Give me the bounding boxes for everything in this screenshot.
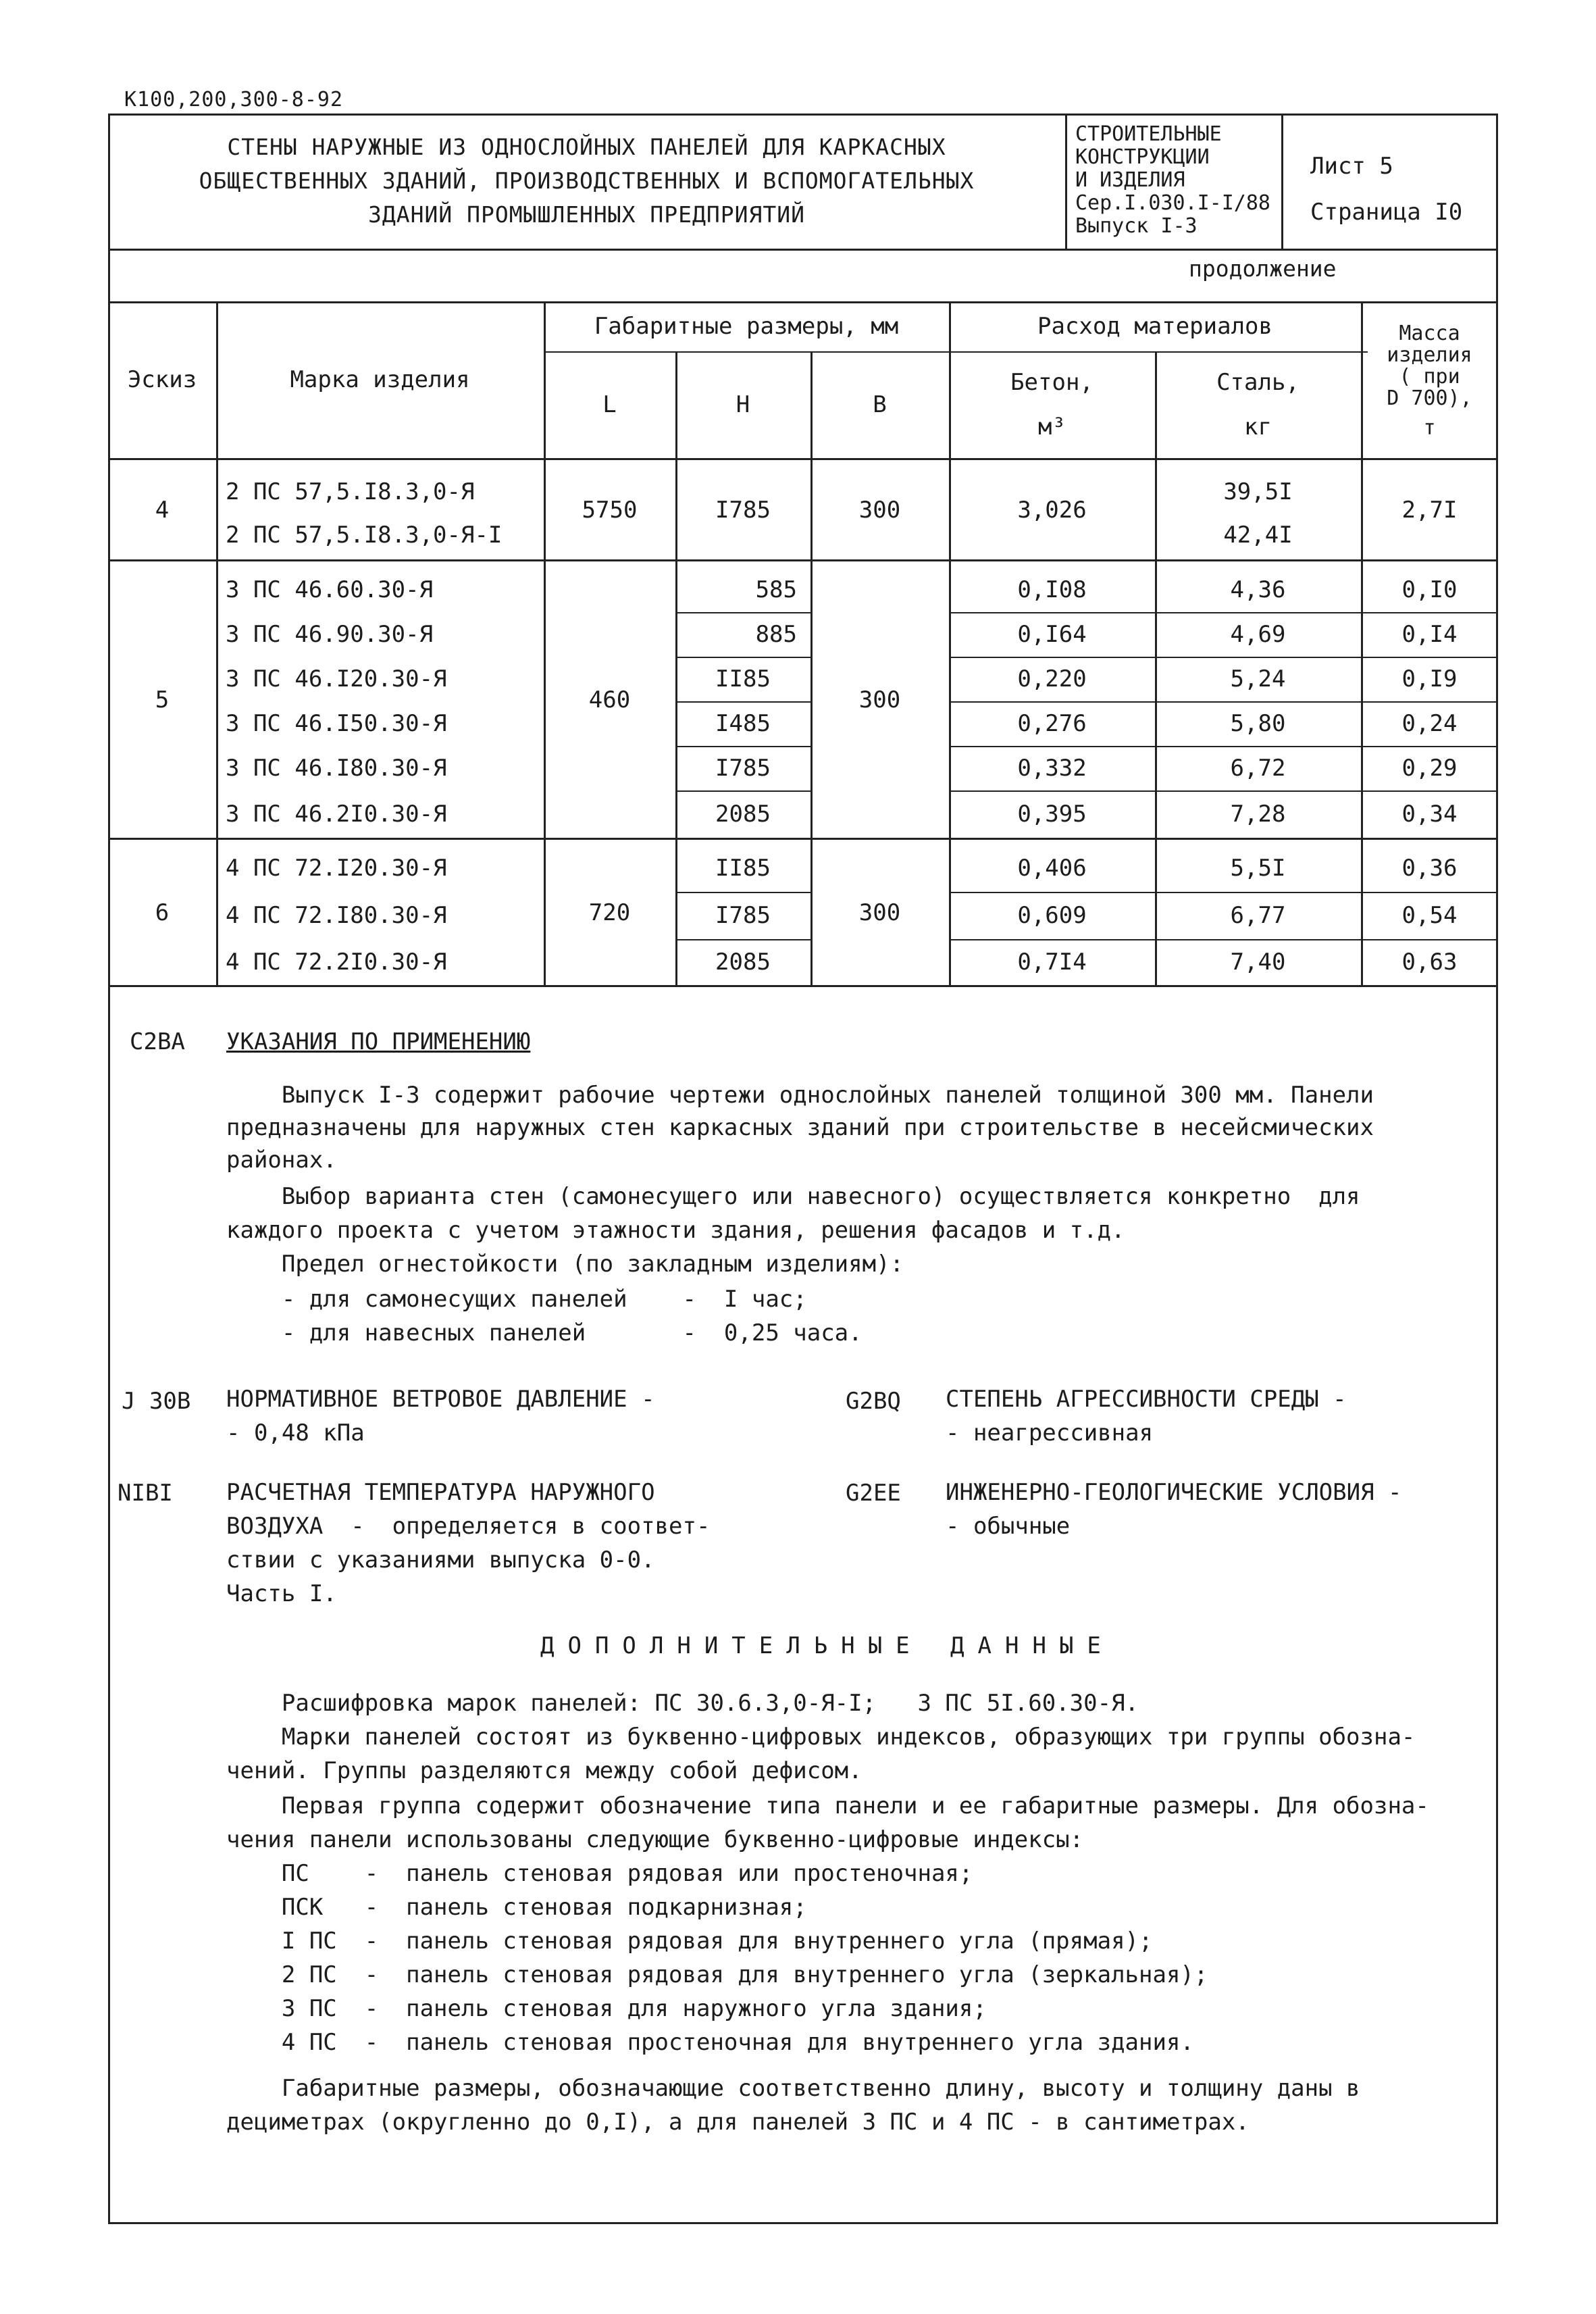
steel-mass: 42,4I bbox=[1223, 522, 1293, 549]
header-concrete bbox=[949, 351, 1155, 458]
product-mark: 2 ПС 57,5.I8.3,0-Я bbox=[226, 478, 475, 505]
sheet-block bbox=[1283, 114, 1498, 249]
continuation-label: продолжение bbox=[1189, 255, 1337, 282]
group-divider bbox=[108, 838, 1498, 840]
header-H: H bbox=[736, 391, 750, 418]
section-code: G2BQ bbox=[846, 1388, 901, 1415]
extra-line: чений. Группы разделяются между собой дефисом. bbox=[226, 1757, 863, 1784]
steel-mass: 4,69 bbox=[1230, 621, 1286, 648]
product-mass: 0,24 bbox=[1401, 710, 1458, 737]
product-mass: 0,I9 bbox=[1401, 665, 1458, 693]
title-line: ОБЩЕСТВЕННЫХ ЗДАНИЙ, ПРОИЗВОДСТВЕННЫХ И ВСПОМОГАТЕЛЬНЫХ bbox=[199, 168, 975, 194]
dim-H: 585 bbox=[755, 576, 797, 603]
extra-line: ПСК - панель стеновая подкарнизная; bbox=[226, 1894, 807, 1921]
dim-H: 2085 bbox=[715, 949, 771, 976]
concrete-volume: 0,395 bbox=[1017, 801, 1087, 828]
product-mass: 0,63 bbox=[1401, 949, 1458, 976]
header-concrete-label: Бетон, bbox=[1010, 369, 1093, 396]
extra-line: Марки панелей состоят из буквенно-цифровых индексов, образующих три группы обозна- bbox=[226, 1724, 1416, 1751]
header-L: L bbox=[602, 391, 617, 418]
geology-line: ИНЖЕНЕРНО-ГЕОЛОГИЧЕСКИЕ УСЛОВИЯ - bbox=[946, 1479, 1402, 1506]
wind-pressure-line: НОРМАТИВНОЕ ВЕТРОВОЕ ДАВЛЕНИЕ - bbox=[226, 1386, 655, 1413]
concrete-volume: 0,220 bbox=[1017, 665, 1087, 693]
header-B: B bbox=[873, 391, 887, 418]
sketch-number: 4 bbox=[155, 496, 170, 524]
product-mass: 0,36 bbox=[1401, 855, 1458, 882]
header-mass-line: т bbox=[1423, 416, 1436, 440]
usage-line: каждого проекта с учетом этажности здания, решения фасадов и т.д. bbox=[226, 1217, 1125, 1244]
steel-mass: 5,24 bbox=[1230, 665, 1286, 693]
series-line: СТРОИТЕЛЬНЫЕ bbox=[1075, 122, 1222, 146]
table-bottom-border bbox=[108, 985, 1498, 987]
header-mass bbox=[1361, 304, 1498, 458]
steel-mass: 6,72 bbox=[1230, 755, 1286, 782]
section-heading: ДОПОЛНИТЕЛЬНЫЕ ДАННЫЕ bbox=[540, 1632, 1114, 1659]
dim-H: I785 bbox=[715, 902, 771, 929]
concrete-volume: 0,609 bbox=[1017, 902, 1087, 929]
product-mark: 4 ПС 72.2I0.30-Я bbox=[226, 949, 447, 976]
usage-line: Предел огнестойкости (по закладным изделиям): bbox=[226, 1251, 904, 1278]
dim-H: II85 bbox=[715, 665, 771, 693]
usage-line: - для навесных панелей - 0,25 часа. bbox=[226, 1319, 863, 1347]
usage-line: районах. bbox=[226, 1147, 337, 1174]
dim-H: I485 bbox=[715, 710, 771, 737]
product-mass: 0,I0 bbox=[1401, 576, 1458, 603]
product-mass: 0,34 bbox=[1401, 801, 1458, 828]
concrete-volume: 0,332 bbox=[1017, 755, 1087, 782]
series-line: КОНСТРУКЦИИ bbox=[1075, 145, 1210, 169]
usage-line: Выбор варианта стен (самонесущего или навесного) осуществляется конкретно для bbox=[226, 1183, 1360, 1210]
dim-L: 460 bbox=[588, 686, 631, 713]
dim-B: 300 bbox=[858, 899, 901, 926]
header-mass-line: ( при bbox=[1399, 365, 1460, 388]
extra-line: I ПС - панель стеновая рядовая для внутреннего угла (прямая); bbox=[226, 1928, 1153, 1955]
title-line: СТЕНЫ НАРУЖНЫЕ ИЗ ОДНОСЛОЙНЫХ ПАНЕЛЕЙ ДЛЯ КАРКАСНЫХ bbox=[227, 134, 946, 160]
header-mass-line: D 700), bbox=[1387, 386, 1472, 410]
concrete-volume: 0,I64 bbox=[1017, 621, 1087, 648]
product-mark: 3 ПС 46.I50.30-Я bbox=[226, 710, 447, 737]
extra-line: ПС - панель стеновая рядовая или простеночная; bbox=[226, 1860, 973, 1887]
steel-mass: 5,80 bbox=[1230, 710, 1286, 737]
temperature-line: Часть I. bbox=[226, 1580, 337, 1607]
product-mark: 3 ПС 46.I80.30-Я bbox=[226, 755, 447, 782]
steel-mass: 5,5I bbox=[1230, 855, 1286, 882]
header-steel bbox=[1155, 351, 1361, 458]
header-sketch: Эскиз bbox=[127, 366, 197, 393]
temperature-line: ствии с указаниями выпуска 0-0. bbox=[226, 1546, 655, 1574]
header-mark: Марка изделия bbox=[290, 366, 470, 393]
product-mass: 0,54 bbox=[1401, 902, 1458, 929]
sketch-number: 6 bbox=[155, 899, 170, 926]
usage-line: предназначены для наружных стен каркасных зданий при строительстве в несейсмических bbox=[226, 1114, 1374, 1141]
header-mass-line: изделия bbox=[1387, 343, 1472, 367]
product-mark: 4 ПС 72.I80.30-Я bbox=[226, 902, 447, 929]
steel-mass: 6,77 bbox=[1230, 902, 1286, 929]
usage-line: Выпуск I-3 содержит рабочие чертежи однослойных панелей толщиной 300 мм. Панели bbox=[226, 1082, 1374, 1109]
concrete-volume: 0,7I4 bbox=[1017, 949, 1087, 976]
product-mark: 3 ПС 46.90.30-Я bbox=[226, 621, 434, 648]
dim-B: 300 bbox=[858, 496, 901, 524]
series-line: Выпуск I-3 bbox=[1075, 214, 1198, 238]
page-number: Страница I0 bbox=[1310, 199, 1463, 226]
steel-mass: 7,40 bbox=[1230, 949, 1286, 976]
product-mark: 4 ПС 72.I20.30-Я bbox=[226, 855, 447, 882]
section-code: C2BA bbox=[130, 1028, 185, 1055]
concrete-volume: 0,276 bbox=[1017, 710, 1087, 737]
divider bbox=[108, 249, 1498, 251]
extra-line: Габаритные размеры, обозначающие соответственно длину, высоту и толщину даны в bbox=[226, 2075, 1360, 2102]
dim-H: 885 bbox=[755, 621, 797, 648]
usage-line: - для самонесущих панелей - I час; bbox=[226, 1286, 807, 1313]
header-dimensions: Габаритные размеры, мм bbox=[594, 313, 899, 340]
product-mark: 3 ПС 46.2I0.30-Я bbox=[226, 801, 447, 828]
temperature-line: ВОЗДУХА - определяется в соответ- bbox=[226, 1513, 711, 1540]
wind-pressure-line: - 0,48 кПа bbox=[226, 1419, 365, 1447]
dim-L: 5750 bbox=[582, 496, 638, 524]
product-mass: 0,29 bbox=[1401, 755, 1458, 782]
concrete-volume: 0,406 bbox=[1017, 855, 1087, 882]
product-mark: 3 ПС 46.I20.30-Я bbox=[226, 665, 447, 693]
temperature-line: РАСЧЕТНАЯ ТЕМПЕРАТУРА НАРУЖНОГО bbox=[226, 1479, 655, 1506]
section-code: G2EE bbox=[846, 1480, 901, 1507]
header-concrete-unit: м³ bbox=[1038, 413, 1066, 441]
extra-line: 4 ПС - панель стеновая простеночная для внутреннего угла здания. bbox=[226, 2029, 1194, 2056]
series-line: Сер.I.030.I-I/88 bbox=[1075, 191, 1270, 215]
dim-H: I785 bbox=[715, 755, 771, 782]
header-mass-line: Масса bbox=[1399, 322, 1460, 345]
section-code: J 30B bbox=[122, 1388, 191, 1415]
steel-mass: 4,36 bbox=[1230, 576, 1286, 603]
header-materials: Расход материалов bbox=[1037, 313, 1272, 340]
title-line: ЗДАНИЙ ПРОМЫШЛЕННЫХ ПРЕДПРИЯТИЙ bbox=[368, 201, 805, 228]
dim-H: I785 bbox=[715, 496, 771, 524]
extra-line: 3 ПС - панель стеновая для наружного угла здания; bbox=[226, 1995, 987, 2022]
product-mark: 2 ПС 57,5.I8.3,0-Я-I bbox=[226, 522, 503, 549]
dim-L: 720 bbox=[588, 899, 631, 926]
extra-line: дециметрах (округленно до 0,I), а для панелей 3 ПС и 4 ПС - в сантиметрах. bbox=[226, 2109, 1250, 2136]
series-block bbox=[1067, 114, 1283, 249]
steel-mass: 39,5I bbox=[1223, 478, 1293, 505]
group-divider bbox=[108, 559, 1498, 561]
dim-H: 2085 bbox=[715, 801, 771, 828]
concrete-volume: 3,026 bbox=[1017, 496, 1087, 524]
product-mass: 2,7I bbox=[1401, 496, 1458, 524]
header-steel-unit: кг bbox=[1244, 413, 1272, 441]
section-code: NIBI bbox=[118, 1480, 173, 1507]
document-title bbox=[108, 114, 1067, 249]
header-steel-label: Сталь, bbox=[1216, 369, 1299, 396]
geology-line: - обычные bbox=[946, 1513, 1071, 1540]
product-mass: 0,I4 bbox=[1401, 621, 1458, 648]
series-line: И ИЗДЕЛИЯ bbox=[1075, 168, 1185, 192]
aggressiveness-line: СТЕПЕНЬ АГРЕССИВНОСТИ СРЕДЫ - bbox=[946, 1386, 1347, 1413]
sheet-number: Лист 5 bbox=[1310, 153, 1393, 180]
dim-H: II85 bbox=[715, 855, 771, 882]
aggressiveness-line: - неагрессивная bbox=[946, 1419, 1154, 1447]
extra-line: 2 ПС - панель стеновая рядовая для внутреннего угла (зеркальная); bbox=[226, 1961, 1208, 1988]
product-mark: 3 ПС 46.60.30-Я bbox=[226, 576, 434, 603]
extra-line: Первая группа содержит обозначение типа панели и ее габаритные размеры. Для обозна- bbox=[226, 1792, 1429, 1819]
dim-B: 300 bbox=[858, 686, 901, 713]
concrete-volume: 0,I08 bbox=[1017, 576, 1087, 603]
section-title: УКАЗАНИЯ ПО ПРИМЕНЕНИЮ bbox=[226, 1028, 531, 1055]
extra-line: чения панели использованы следующие буквенно-цифровые индексы: bbox=[226, 1826, 1084, 1853]
extra-line: Расшифровка марок панелей: ПС 30.6.3,0-Я-I; 3 ПС 5I.60.30-Я. bbox=[226, 1690, 1139, 1717]
sketch-number: 5 bbox=[155, 686, 170, 713]
document-code: К100,200,300-8-92 bbox=[124, 88, 344, 111]
steel-mass: 7,28 bbox=[1230, 801, 1286, 828]
